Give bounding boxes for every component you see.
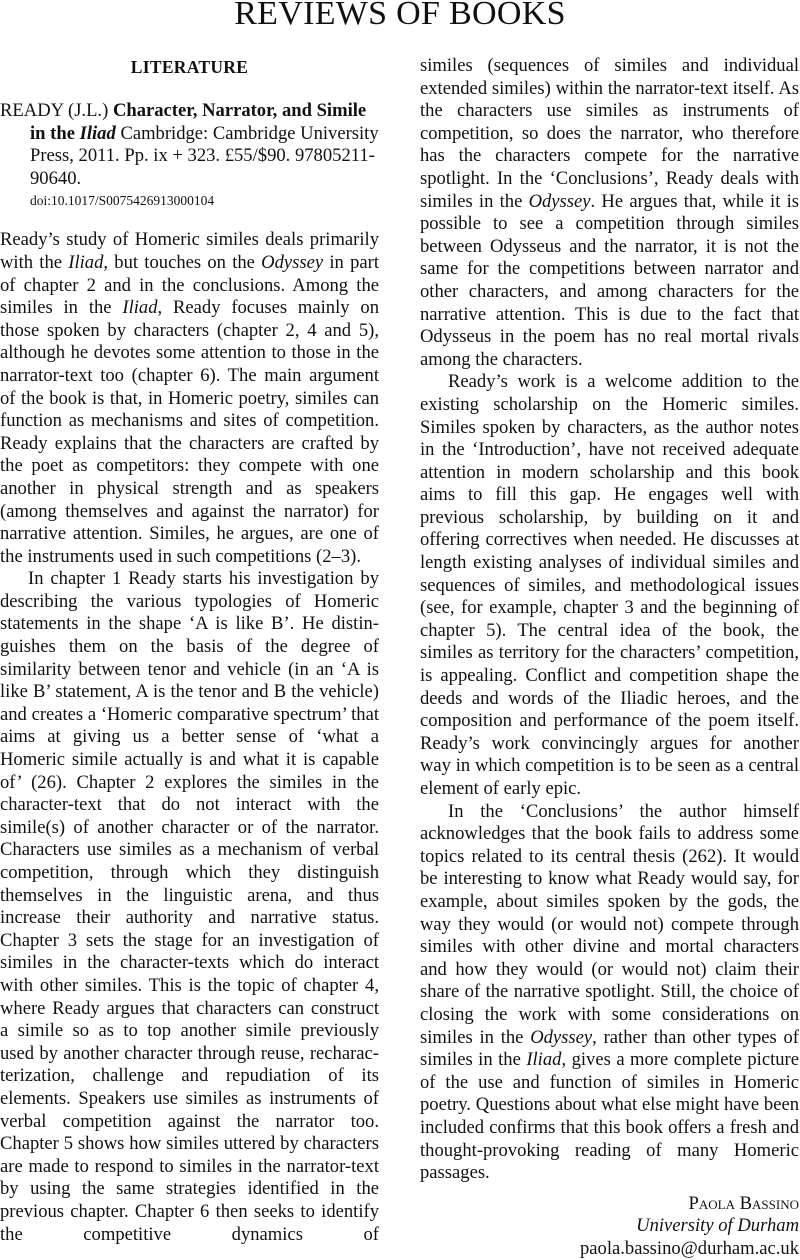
text-span: , rather than other types of similes in the	[420, 1026, 800, 1071]
text-span: Ready’s study of Homeric similes deals primarily with the	[0, 229, 379, 273]
reviewer-affiliation: University of Durham	[636, 1215, 799, 1237]
review-paragraph-2-part-1: In chapter 1 Ready starts his investigation by describing the various typologies of Homeric statements in the shape ‘A is like B’. He distinguishes them on the basis of the degree of similarity between tenor and vehicle (in an ‘A is like B’ statement, A is the tenor and B the vehicle) and creates a ‘Homeric comparative spectrum’ that aims at giving us a better sense of ‘what a Homeric simile actually is and what it is capable of’ (26). Chapter 2 explores the similes in the character-text that do not interact with the simile(s) of another character or of the narrator. Characters use similes as a mechanism of verbal competition, through which they distinguish themselves in the linguistic arena, and thus increase their authority and narrative status. Chapter 3 sets the stage for an investigation of similes in the character-texts which do interact with other similes. This is the topic of chapter 4, where Ready argues that characters can construct a simile so as to top another simile previously used by another character through reuse, recharacterization, challenge and repudiation of its elements. Speakers use similes as instruments of verbal competition against the narrator too. Chapter 5 shows how similes uttered by characters are made to respond to similes in the narrator-text by using the same strategies identified in the previous chapter. Chapter 6 then seeks to identify the competitive dynamics of	[0, 568, 379, 1245]
italic-title: Iliad	[122, 297, 158, 319]
right-column	[420, 55, 799, 1260]
book-citation	[0, 100, 379, 190]
text-span: , Ready focuses mainly on those spoken by characters (chapter 2, 4 and 5), although he devotes some attention to those in the narrator-text too (chapter 6). The main argument of the book is that, in Homeric poetry, similes can function as mechanisms and sites of competition. Ready explains that the characters are crafted by the poet as competitors: they compete with one another in physical strength and as speakers (among themselves and against the narrator) for narrative attention. Similes, he argues, are one of the instruments used in such competitions (2–3).	[0, 297, 379, 567]
review-paragraph-3: Ready’s work is a welcome addition to the existing scholarship on the Homeric similes. Similes spoken by characters, as the author notes in the ‘Introduction’, have not received adequate attention in modern scholarship and this book aims to fill this gap. He engages well with previous scholarship, by building on it and offering correctives when needed. He discusses at length existing analyses of individual similes and sequences of similes, and methodological issues (see, for example, chapter 3 and the beginning of chapter 5). The central idea of the book, the similes as territory for the characters’ competition, is appealing. Conflict and competition shape the deeds and words of the Iliadic heroes, and the composition and performance of the poem itself. Ready’s work convincingly argues for another way in which competition is to be seen as a central element of early epic.	[420, 371, 799, 799]
text-span: In the ‘Conclusions’ the author himself acknowledges that the book fails to address some topics related to its central thesis (262). It would be interesting to know what Ready would say, for example, about similes spoken by the gods, the way they would (or would not) compete through similes with other divine and mortal characters and how they would (or would not) claim their share of the narrative spotlight. Still, the choice of closing the work with some considerations on similes in the	[420, 800, 799, 1048]
review-paragraph-1	[0, 229, 379, 568]
text-span: , gives a more complete picture of the use and function of similes in Homeric poetry. Questions about what else might have been included confirms that this book offers a fresh and thought-provoking reading of many Homeric passages.	[420, 1049, 799, 1184]
citation-title-text: Character, Narrator, and Simile in the	[30, 100, 367, 144]
citation-publisher: Cambridge: Cambridge University Press, 2011. Pp. ix + 323. £55/$90. 97805211-90640.	[30, 122, 379, 189]
text-span: similes (sequences of similes and individual extended similes) within the narrator-text itself. As the characters use similes as instruments of competition, so does the narrator, who therefore has the characters compete for the narrative spotlight. In the ‘Conclusions’, Ready deals with similes in the	[420, 55, 799, 212]
italic-title: Iliad	[526, 1049, 562, 1071]
citation-author: READY (J.L.)	[0, 100, 109, 121]
citation-title-italic: Iliad	[79, 122, 116, 144]
reviewer-signature	[420, 1185, 799, 1260]
italic-title: Odyssey	[528, 190, 591, 212]
italic-title: Odyssey	[530, 1026, 593, 1048]
italic-title: Odyssey	[261, 251, 324, 273]
page-title: REVIEWS OF BOOKS	[234, 0, 566, 32]
text-span: in part of chapter 2 and in the conclusions. Among the similes in the	[0, 251, 380, 319]
doi-link[interactable]: doi:10.1017/S0075426913000104	[30, 193, 215, 209]
section-heading: LITERATURE	[130, 57, 249, 77]
text-span: . He argues that, while it is possible to see a competition through similes between Odysseus and the narrator, it is not the same for the competitions between narrator and other characters, and among characters for the narrative attention. This is due to the fact that Odysseus in the poem has no real mortal rivals among the characters.	[420, 190, 800, 370]
review-paragraph-2-part-2	[420, 55, 799, 371]
reviewer-name: Paola Bassino	[688, 1192, 799, 1214]
text-span: , but touches on the	[103, 251, 262, 273]
reviewer-email-link[interactable]: paola.bassino@durham.ac.uk	[579, 1237, 799, 1259]
review-paragraph-4	[420, 801, 799, 1185]
italic-title: Iliad	[68, 251, 104, 273]
left-column	[0, 55, 379, 1246]
